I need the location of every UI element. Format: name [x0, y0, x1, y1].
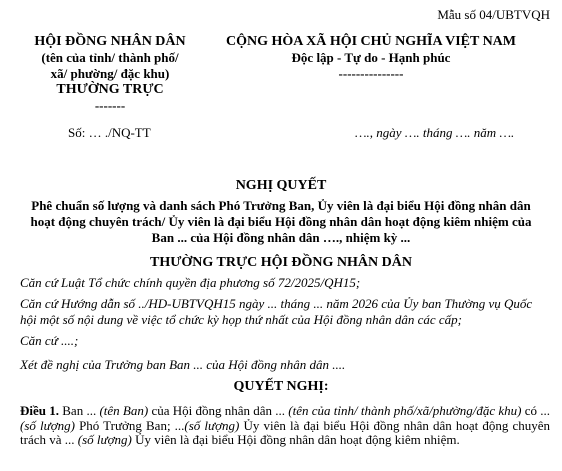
article-1-text: Ủy viên là đại biểu Hội đồng nhân dân hoạt động kiêm nhiệm. [131, 432, 460, 448]
article-1-text: Ủy viên là đại biểu Hội đồng nhân dân hoạt động chuyên trách và ... [20, 417, 551, 448]
article-1-text: Ban ... [59, 403, 100, 418]
article-1-label: Điều 1. [20, 403, 59, 418]
article-1-placeholder: (số lượng) [20, 417, 75, 433]
article-1-placeholder: (số lượng) [184, 417, 240, 433]
authority-locality-line1: (tên của tỉnh/ thành phố/ [41, 50, 179, 65]
issuing-authority-header [20, 34, 200, 114]
document-number: Số: … ./NQ-TT [68, 125, 151, 140]
legal-basis-3: Căn cứ ....; [20, 333, 79, 348]
article-1-placeholder: (tên Ban) [99, 403, 149, 418]
article-1-text: Phó Trưởng Ban; ... [74, 417, 185, 433]
authority-locality-line2: xã/ phường/ đặc khu) [50, 66, 170, 81]
authority-standing-committee: THƯỜNG TRỰC [56, 82, 164, 97]
document-title: NGHỊ QUYẾT [235, 178, 327, 193]
national-header [200, 34, 542, 82]
document-subtitle: Phê chuẩn số lượng và danh sách Phó Trưởng Ban, Ủy viên là đại biểu Hội đồng nhân dân hoạt động chuyên trách/ Ủy viên là đại biểu Hội đồng nhân dân hoạt động kiêm nhiệm của Ban ... của Hội đồng nhân dân …., nhiệm kỳ ... [30, 198, 532, 245]
decision-heading: QUYẾT NGHỊ: [233, 379, 329, 394]
legal-basis-2: Căn cứ Hướng dẫn số ../HD-UBTVQH15 ngày ... tháng ... năm 2026 của Ủy ban Thường vụ Quốc hội một số nội dung về việc tổ chức kỳ họp thứ nhất của Hội đồng nhân dân các cấp; [20, 296, 533, 327]
recommendation: Xét đề nghị của Trưởng ban Ban ... của Hội đồng nhân dân .... [20, 357, 346, 372]
legal-basis-1: Căn cứ Luật Tổ chức chính quyền địa phương số 72/2025/QH15; [20, 275, 361, 290]
national-motto: Độc lập - Tự do - Hạnh phúc [291, 50, 451, 65]
article-1-placeholder: (số lượng) [77, 432, 132, 448]
place-and-date: …., ngày …. tháng …. năm …. [355, 125, 515, 140]
article-1-text: có ... [521, 403, 550, 418]
motto-separator: --------------- [338, 66, 404, 81]
form-number: Mẫu số 04/UBTVQH [437, 7, 550, 22]
country-name: CỘNG HÒA XÃ HỘI CHỦ NGHĨA VIỆT NAM [225, 34, 516, 49]
article-1-placeholder: (tên của tỉnh/ thành phố/xã/phường/đặc khu) [288, 403, 522, 418]
authority-separator: ------- [94, 98, 126, 113]
authority-name: HỘI ĐỒNG NHÂN DÂN [34, 34, 186, 49]
article-1 [20, 404, 550, 448]
issuing-body: THƯỜNG TRỰC HỘI ĐỒNG NHÂN DÂN [150, 255, 412, 270]
article-1-text: của Hội đồng nhân dân ... [148, 403, 289, 418]
